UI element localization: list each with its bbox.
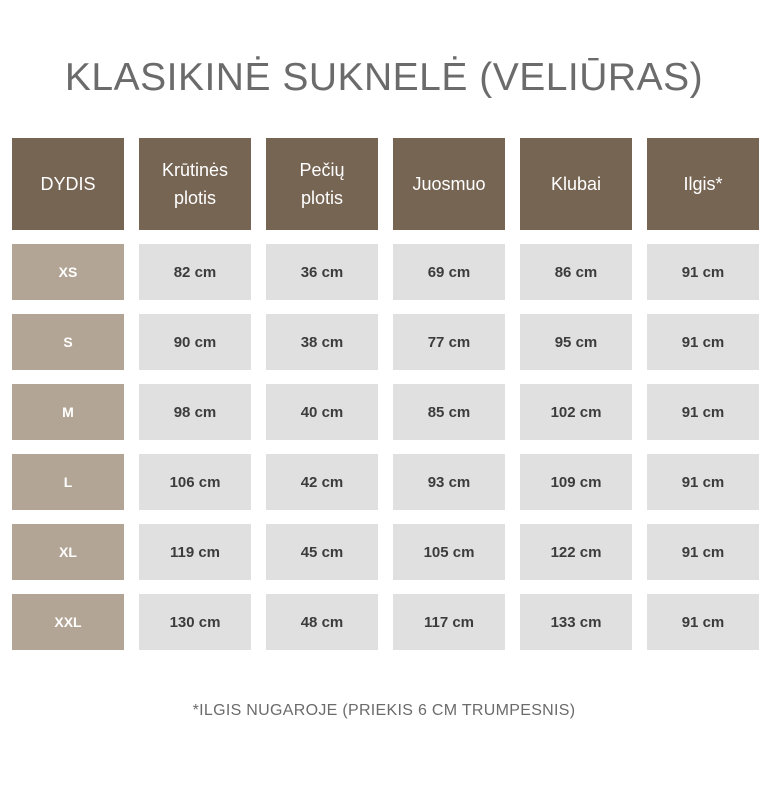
waist-value: 85 cm: [393, 384, 505, 440]
column-header-waist: Juosmuo: [393, 138, 505, 230]
length-value: 91 cm: [647, 384, 759, 440]
shoulders-value: 48 cm: [266, 594, 378, 650]
length-value: 91 cm: [647, 454, 759, 510]
hips-value: 122 cm: [520, 524, 632, 580]
shoulders-value: 38 cm: [266, 314, 378, 370]
chest-value: 119 cm: [139, 524, 251, 580]
length-value: 91 cm: [647, 314, 759, 370]
hips-value: 95 cm: [520, 314, 632, 370]
hips-value: 109 cm: [520, 454, 632, 510]
size-label: M: [12, 384, 124, 440]
length-value: 91 cm: [647, 244, 759, 300]
footnote: *ILGIS NUGAROJE (PRIEKIS 6 CM TRUMPESNIS): [192, 702, 576, 719]
column-header-length: Ilgis*: [647, 138, 759, 230]
length-value: 91 cm: [647, 524, 759, 580]
waist-value: 117 cm: [393, 594, 505, 650]
size-label: XL: [12, 524, 124, 580]
chest-value: 106 cm: [139, 454, 251, 510]
size-label: XS: [12, 244, 124, 300]
column-header-size: DYDIS: [12, 138, 124, 230]
waist-value: 93 cm: [393, 454, 505, 510]
chest-value: 90 cm: [139, 314, 251, 370]
column-header-shoulders: Pečių plotis: [266, 138, 378, 230]
waist-value: 77 cm: [393, 314, 505, 370]
column-header-hips: Klubai: [520, 138, 632, 230]
hips-value: 102 cm: [520, 384, 632, 440]
waist-value: 69 cm: [393, 244, 505, 300]
shoulders-value: 42 cm: [266, 454, 378, 510]
waist-value: 105 cm: [393, 524, 505, 580]
column-header-chest: Krūtinės plotis: [139, 138, 251, 230]
shoulders-value: 45 cm: [266, 524, 378, 580]
size-label: L: [12, 454, 124, 510]
size-label: XXL: [12, 594, 124, 650]
chest-value: 82 cm: [139, 244, 251, 300]
shoulders-value: 40 cm: [266, 384, 378, 440]
chest-value: 130 cm: [139, 594, 251, 650]
hips-value: 133 cm: [520, 594, 632, 650]
size-label: S: [12, 314, 124, 370]
shoulders-value: 36 cm: [266, 244, 378, 300]
chest-value: 98 cm: [139, 384, 251, 440]
length-value: 91 cm: [647, 594, 759, 650]
hips-value: 86 cm: [520, 244, 632, 300]
page-title: KLASIKINĖ SUKNELĖ (VELIŪRAS): [64, 56, 704, 99]
size-table: [12, 138, 759, 664]
